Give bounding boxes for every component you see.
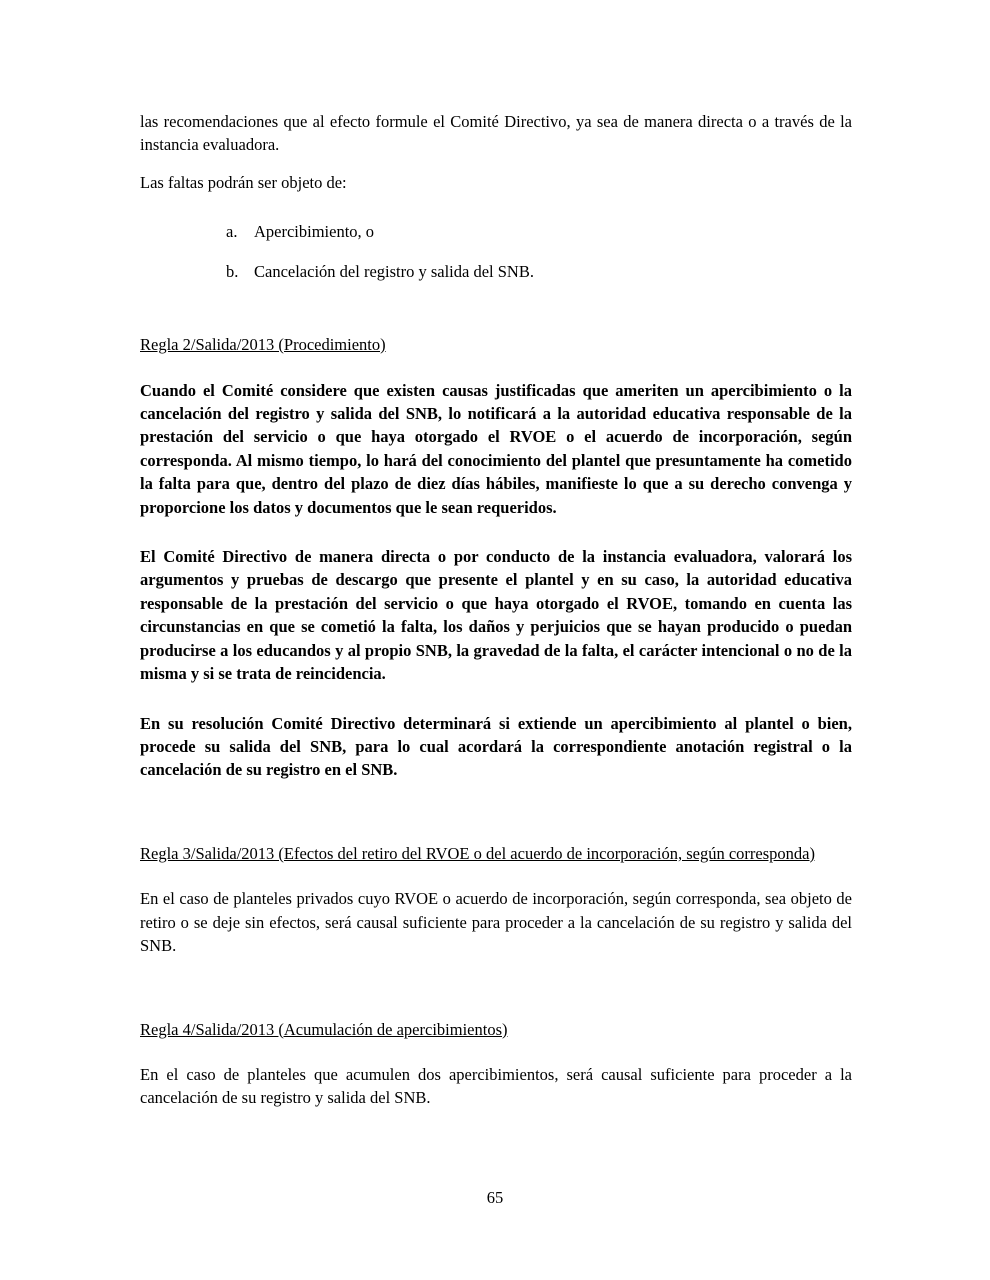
spacer [140, 533, 852, 545]
page-content [140, 110, 852, 1110]
spacer [140, 796, 852, 830]
list-item [140, 260, 852, 283]
rule-heading-3: Regla 3/Salida/2013 (Efectos del retiro del RVOE o del acuerdo de incorporación, según corresponda) [140, 843, 815, 863]
list-item-marker: b. [226, 261, 239, 281]
faltas-list [140, 220, 852, 283]
spacer [140, 299, 852, 333]
list-item-label: Apercibimiento, o [254, 222, 375, 242]
page-number: 65 [486, 1188, 504, 1207]
spacer [140, 1041, 852, 1063]
spacer [140, 208, 852, 220]
rule-heading-2: Regla 2/Salida/2013 (Procedimiento) [140, 335, 386, 355]
list-item-label: Cancelación del registro y salida del SNB. [254, 261, 534, 281]
intro-paragraph: las recomendaciones que al efecto formule el Comité Directivo, ya sea de manera directa o a través de la instancia evaluadora. [140, 112, 852, 155]
spacer [140, 1006, 852, 1018]
list-item [140, 220, 852, 243]
rule-2-paragraph-2: El Comité Directivo de manera directa o por conducto de la instancia evaluadora, valorará los argumentos y pruebas de descargo que presente el plantel y en su caso, la autoridad educativa responsable de la prestación del servicio o que haya otorgado el RVOE, tomando en cuenta las circunstancias en que se cometió la falta, los daños y perjuicios que se hayan producido o puedan producirse a los educandos y al propio SNB, la gravedad de la falta, el carácter intencional o no de la misma y si se trata de reincidencia. [140, 547, 852, 684]
spacer [140, 357, 852, 379]
rule-2-paragraph-1: Cuando el Comité considere que existen causas justificadas que ameriten un apercibimiento o la cancelación del registro y salida del SNB, lo notificará a la autoridad educativa responsable de la prestación del servicio o que haya otorgado el RVOE o el acuerdo de incorporación, según corresponda. Al mismo tiempo, lo hará del conocimiento del plantel que presuntamente ha cometido la falta para que, dentro del plazo de diez días hábiles, manifieste lo que a su derecho convenga y proporcione los datos y documentos que le sean requeridos. [140, 380, 852, 517]
rule-2-paragraph-3: En su resolución Comité Directivo determinará si extiende un apercibimiento al plantel o bien, procede su salida del SNB, para lo cual acordará la correspondiente anotación registral o la cancelación de su registro en el SNB. [140, 713, 852, 780]
rule-4-paragraph-1: En el caso de planteles que acumulen dos apercibimientos, será causal suficiente para proceder a la cancelación de su registro y salida del SNB. [140, 1064, 852, 1108]
rule-heading-4: Regla 4/Salida/2013 (Acumulación de apercibimientos) [140, 1019, 508, 1039]
spacer [140, 865, 852, 887]
list-item-marker: a. [226, 222, 238, 242]
spacer [140, 700, 852, 712]
faltas-intro-paragraph: Las faltas podrán ser objeto de: [140, 172, 347, 192]
rule-3-paragraph-1: En el caso de planteles privados cuyo RVOE o acuerdo de incorporación, según corresponda, sea objeto de retiro o se deje sin efectos, será causal suficiente para proceder a la cancelación de su registro y salida del SNB. [140, 889, 852, 956]
spacer [140, 972, 852, 1006]
spacer [140, 830, 852, 842]
